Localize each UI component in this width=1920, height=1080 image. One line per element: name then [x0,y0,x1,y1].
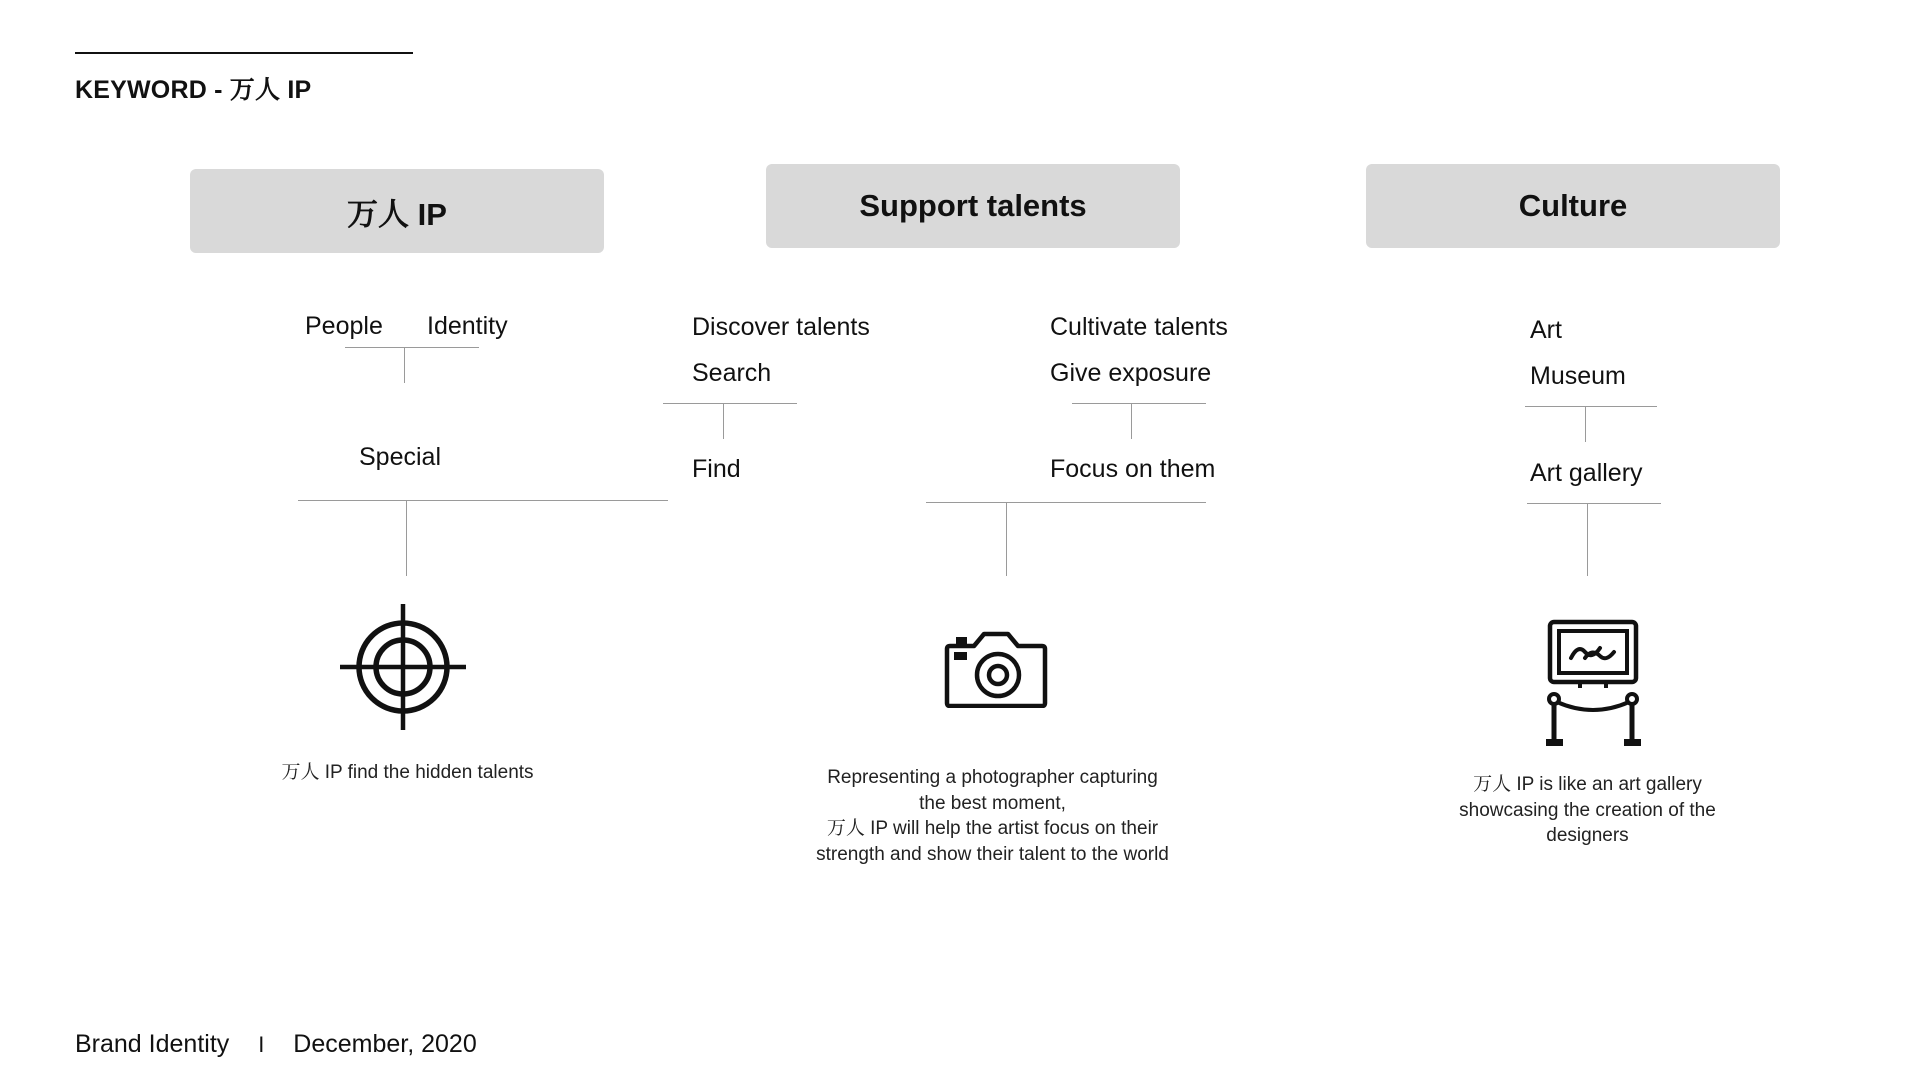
page-title: KEYWORD - 万人 IP [75,76,312,104]
keyword-search: Search [692,359,772,387]
connector-line [406,500,407,576]
category-box-culture [1366,164,1780,248]
connector-line [663,403,797,404]
keyword-museum: Museum [1530,362,1626,390]
category-heading-support: Support talents [859,188,1087,223]
category-box-support [766,164,1180,248]
connector-line [1006,502,1007,576]
camera-icon [944,628,1048,708]
keyword-give-exposure: Give exposure [1050,359,1212,387]
caption-support [780,765,1205,867]
connector-line [926,502,1206,503]
footer-separator: I [258,1032,265,1057]
keyword-identity: Identity [427,312,508,340]
connector-line [298,500,668,501]
keyword-find: Find [692,455,741,483]
caption-line: Representing a photographer capturing [827,767,1158,788]
keyword-special: Special [359,443,441,471]
caption-line: 万人 IP is like an art gallery [1473,774,1702,795]
keyword-discover-talents: Discover talents [692,313,870,341]
crosshair-icon [338,604,468,734]
category-box-ip [190,169,604,253]
footer [75,1030,477,1059]
connector-line [404,347,405,383]
connector-line [1131,403,1132,439]
caption-line: 万人 IP will help the artist focus on their [826,818,1159,839]
footer-brand: Brand Identity [75,1030,230,1058]
footer-date: December, 2020 [293,1030,477,1058]
header-rule [75,52,413,54]
connector-line [723,403,724,439]
art-gallery-icon [1540,618,1644,750]
caption-line: designers [1546,825,1629,846]
keyword-art-gallery: Art gallery [1530,459,1643,487]
keyword-cultivate-talents: Cultivate talents [1050,313,1228,341]
connector-line [1525,406,1657,407]
keyword-focus-on-them: Focus on them [1050,455,1216,483]
connector-line [1527,503,1661,504]
connector-line [1072,403,1206,404]
caption-line: the best moment, [919,792,1066,814]
connector-line [345,347,479,348]
keyword-art: Art [1530,316,1562,344]
keyword-people: People [305,312,383,340]
connector-line [1585,406,1586,442]
caption-ip: 万人 IP find the hidden talents [281,762,534,783]
connector-line [1587,503,1588,576]
category-heading-culture: Culture [1518,188,1628,223]
caption-culture [1430,772,1745,849]
category-heading-ip: 万人 IP [347,196,447,232]
caption-line: strength and show their talent to the world [816,843,1169,865]
caption-line: showcasing the creation of the [1459,799,1716,821]
